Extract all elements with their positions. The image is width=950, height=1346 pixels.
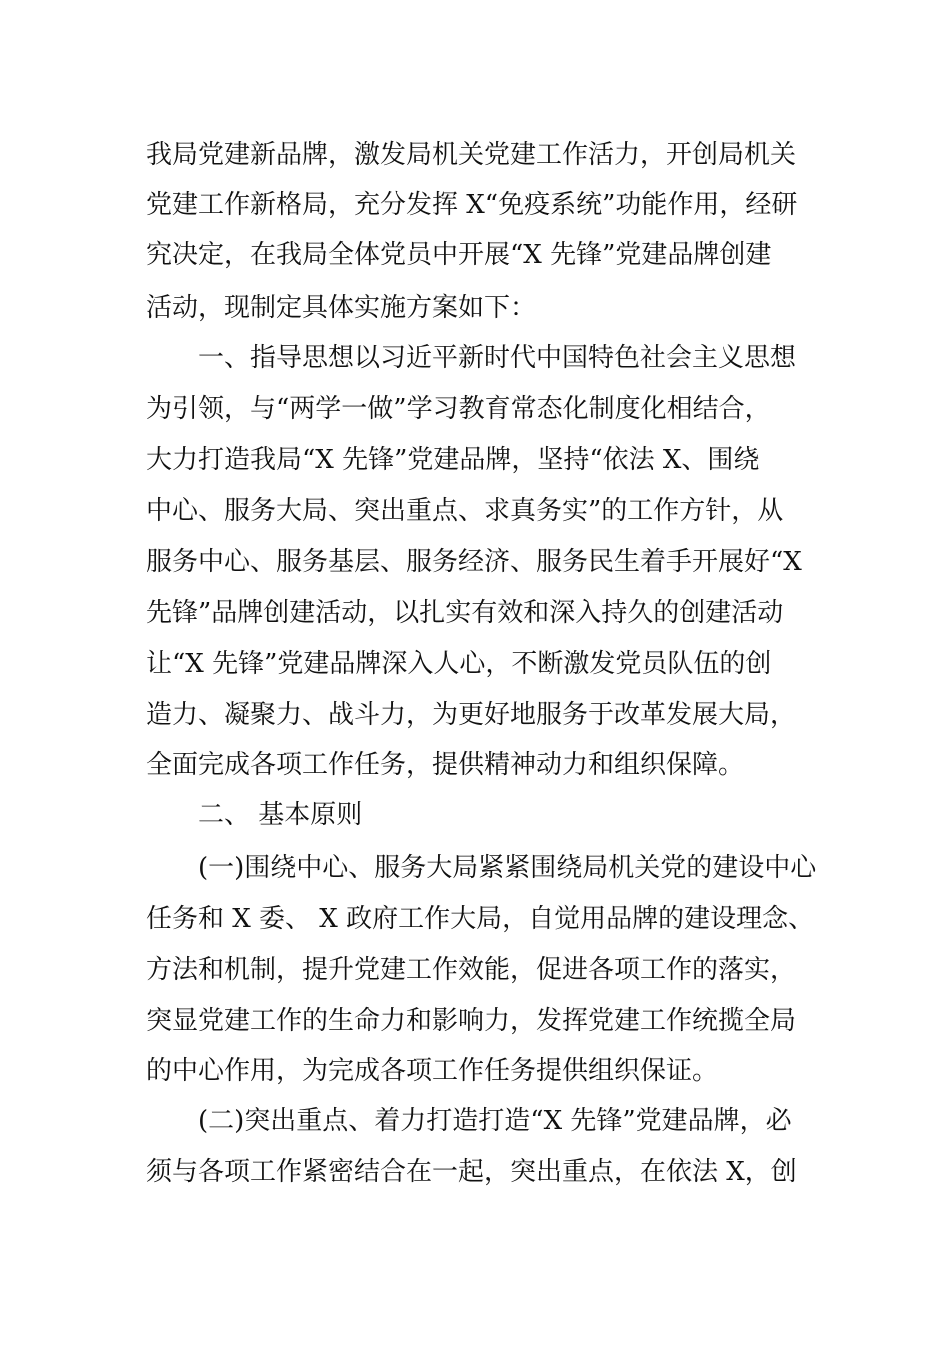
text-line: 究决定，在我局全体党员中开展“X 先锋”党建品牌创建 [146,240,772,270]
text-line: 的中心作用，为完成各项工作任务提供组织保证。 [146,1056,719,1086]
text-line: 党建工作新格局，充分发挥 X“免疫系统”功能作用，经研 [146,190,798,220]
section-heading: 二、 基本原则 [198,800,363,830]
text-line: 中心、服务大局、突出重点、求真务实”的工作方针，从 [146,496,784,526]
text-line: 大力打造我局“X 先锋”党建品牌，坚持“依法 X、围绕 [146,445,760,475]
text-line: (一)围绕中心、服务大局紧紧围绕局机关党的建设中心 [198,853,817,883]
text-line: (二)突出重点、着力打造打造“X 先锋”党建品牌，必 [198,1106,792,1136]
text-line: 先锋”品牌创建活动，以扎实有效和深入持久的创建活动 [146,598,784,628]
text-line: 为引领，与“两学一做”学习教育常态化制度化相结合， [146,394,771,424]
text-line: 方法和机制，提升党建工作效能，促进各项工作的落实， [146,955,797,985]
text-line: 任务和 X 委、 X 政府工作大局，自觉用品牌的建设理念、 [146,904,815,934]
text-line: 突显党建工作的生命力和影响力，发挥党建工作统揽全局 [146,1006,797,1036]
text-line: 须与各项工作紧密结合在一起，突出重点，在依法 X，创 [146,1157,797,1187]
text-line: 造力、凝聚力、战斗力，为更好地服务于改革发展大局， [146,700,797,730]
text-line: 全面完成各项工作任务，提供精神动力和组织保障。 [146,750,745,780]
text-line: 活动，现制定具体实施方案如下： [146,293,537,323]
text-line: 一、指导思想以习近平新时代中国特色社会主义思想 [198,343,797,373]
text-line: 服务中心、服务基层、服务经济、服务民生着手开展好“X [146,547,802,577]
text-line: 我局党建新品牌，激发局机关党建工作活力，开创局机关 [146,140,797,170]
text-line: 让“X 先锋”党建品牌深入人心，不断激发党员队伍的创 [146,649,772,679]
